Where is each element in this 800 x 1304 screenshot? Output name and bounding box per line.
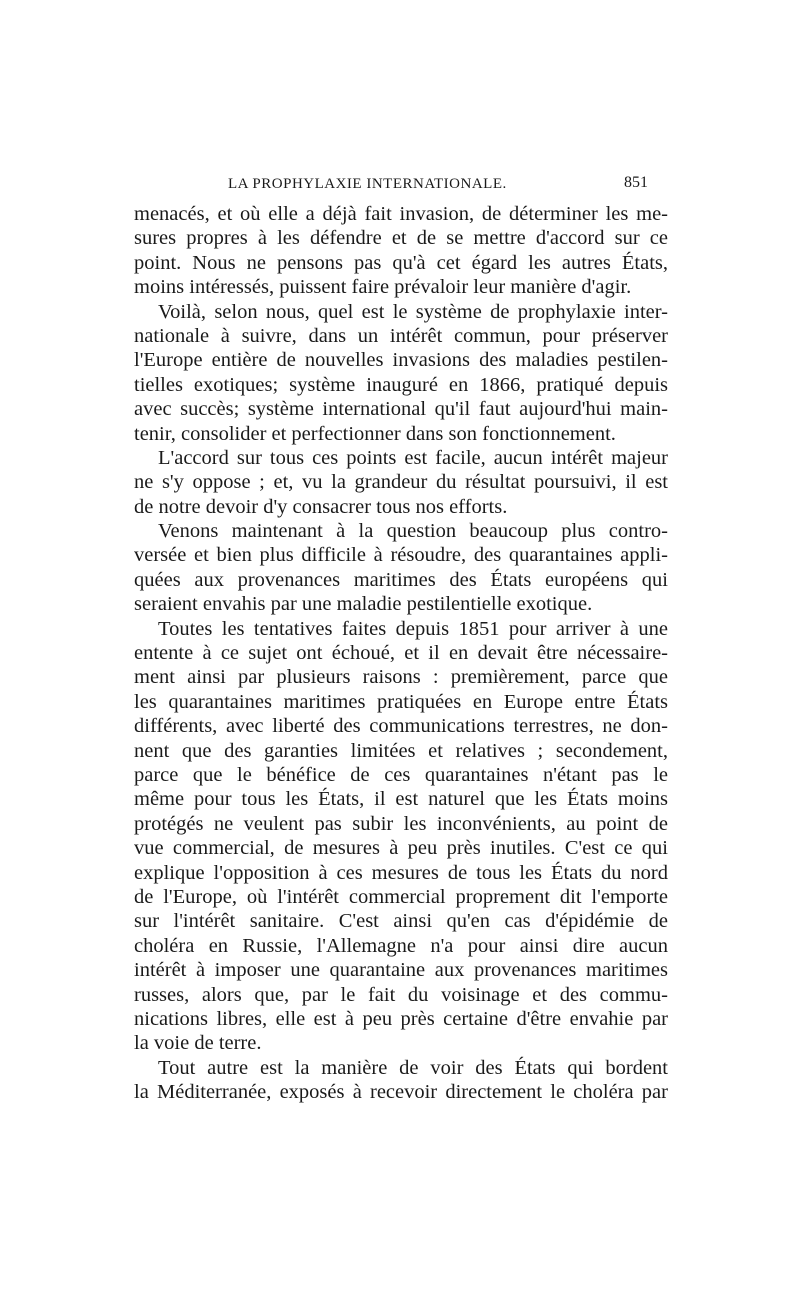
text-line: point. Nous ne pensons pas qu'à cet égard les autres États,: [134, 251, 668, 274]
text-line: explique l'opposition à ces mesures de tous les États du nord: [134, 861, 668, 884]
text-line: parce que le bénéfice de ces quarantaines n'étant pas le: [134, 763, 668, 786]
text-line: menacés, et où elle a déjà fait invasion, de déterminer les me-: [134, 203, 668, 225]
text-line: choléra en Russie, l'Allemagne n'a pour ainsi dire aucun: [134, 934, 668, 957]
text-line: vue commercial, de mesures à peu près inutiles. C'est ce qui: [134, 837, 668, 860]
text-line: l'Europe entière de nouvelles invasions des maladies pestilen-: [134, 349, 668, 372]
text-line: avec succès; système international qu'il faut aujourd'hui main-: [134, 398, 668, 421]
text-line: nationale à suivre, dans un intérêt commun, pour préserver: [134, 324, 668, 347]
text-line: tenir, consolider et perfectionner dans son fonctionnement.: [134, 422, 616, 445]
text-line: de notre devoir d'y consacrer tous nos efforts.: [134, 495, 508, 518]
text-line: moins intéressés, puissent faire prévaloir leur manière d'agir.: [134, 276, 632, 299]
text-line: quées aux provenances maritimes des États européens qui: [134, 568, 668, 591]
text-line: nications libres, elle est à peu près certaine d'être envahie par: [134, 1007, 668, 1030]
text-line: sures propres à les défendre et de se mettre d'accord sur ce: [134, 227, 668, 250]
body-text: [134, 202, 668, 1104]
text-line: entente à ce sujet ont échoué, et il en devait être nécessaire-: [134, 642, 668, 665]
text-line: nent que des garanties limitées et relatives ; secondement,: [134, 739, 668, 762]
text-line: la voie de terre.: [134, 1032, 262, 1055]
text-line: protégés ne veulent pas subir les inconvénients, au point de: [134, 812, 668, 835]
text-line: les quarantaines maritimes pratiquées en Europe entre États: [134, 690, 668, 713]
text-line: Venons maintenant à la question beaucoup plus contro-: [158, 520, 668, 543]
text-line: différents, avec liberté des communications terrestres, ne don-: [134, 715, 668, 738]
running-head: LA PROPHYLAXIE INTERNATIONALE.: [228, 176, 507, 192]
text-line: L'accord sur tous ces points est facile, aucun intérêt majeur: [158, 446, 668, 469]
text-line: Voilà, selon nous, quel est le système de prophylaxie inter-: [158, 300, 668, 323]
page-number: 851: [624, 174, 648, 191]
text-line: russes, alors que, par le fait du voisinage et des commu-: [134, 983, 668, 1006]
text-line: seraient envahis par une maladie pestilentielle exotique.: [134, 593, 593, 616]
text-line: Toutes les tentatives faites depuis 1851 pour arriver à une: [158, 617, 668, 640]
text-line: de l'Europe, où l'intérêt commercial proprement dit l'emporte: [134, 885, 668, 908]
text-line: ment ainsi par plusieurs raisons : premièrement, parce que: [134, 666, 668, 689]
text-line: même pour tous les États, il est naturel que les États moins: [134, 788, 668, 811]
text-line: Tout autre est la manière de voir des États qui bordent: [158, 1056, 668, 1079]
text-line: intérêt à imposer une quarantaine aux provenances maritimes: [134, 959, 668, 982]
text-line: ne s'y oppose ; et, vu la grandeur du résultat poursuivi, il est: [134, 471, 668, 494]
text-line: la Méditerranée, exposés à recevoir directement le choléra par: [134, 1081, 668, 1104]
text-line: sur l'intérêt sanitaire. C'est ainsi qu'en cas d'épidémie de: [134, 910, 668, 933]
text-line: versée et bien plus difficile à résoudre, des quarantaines appli-: [134, 544, 668, 567]
text-line: tielles exotiques; système inauguré en 1866, pratiqué depuis: [134, 373, 668, 396]
